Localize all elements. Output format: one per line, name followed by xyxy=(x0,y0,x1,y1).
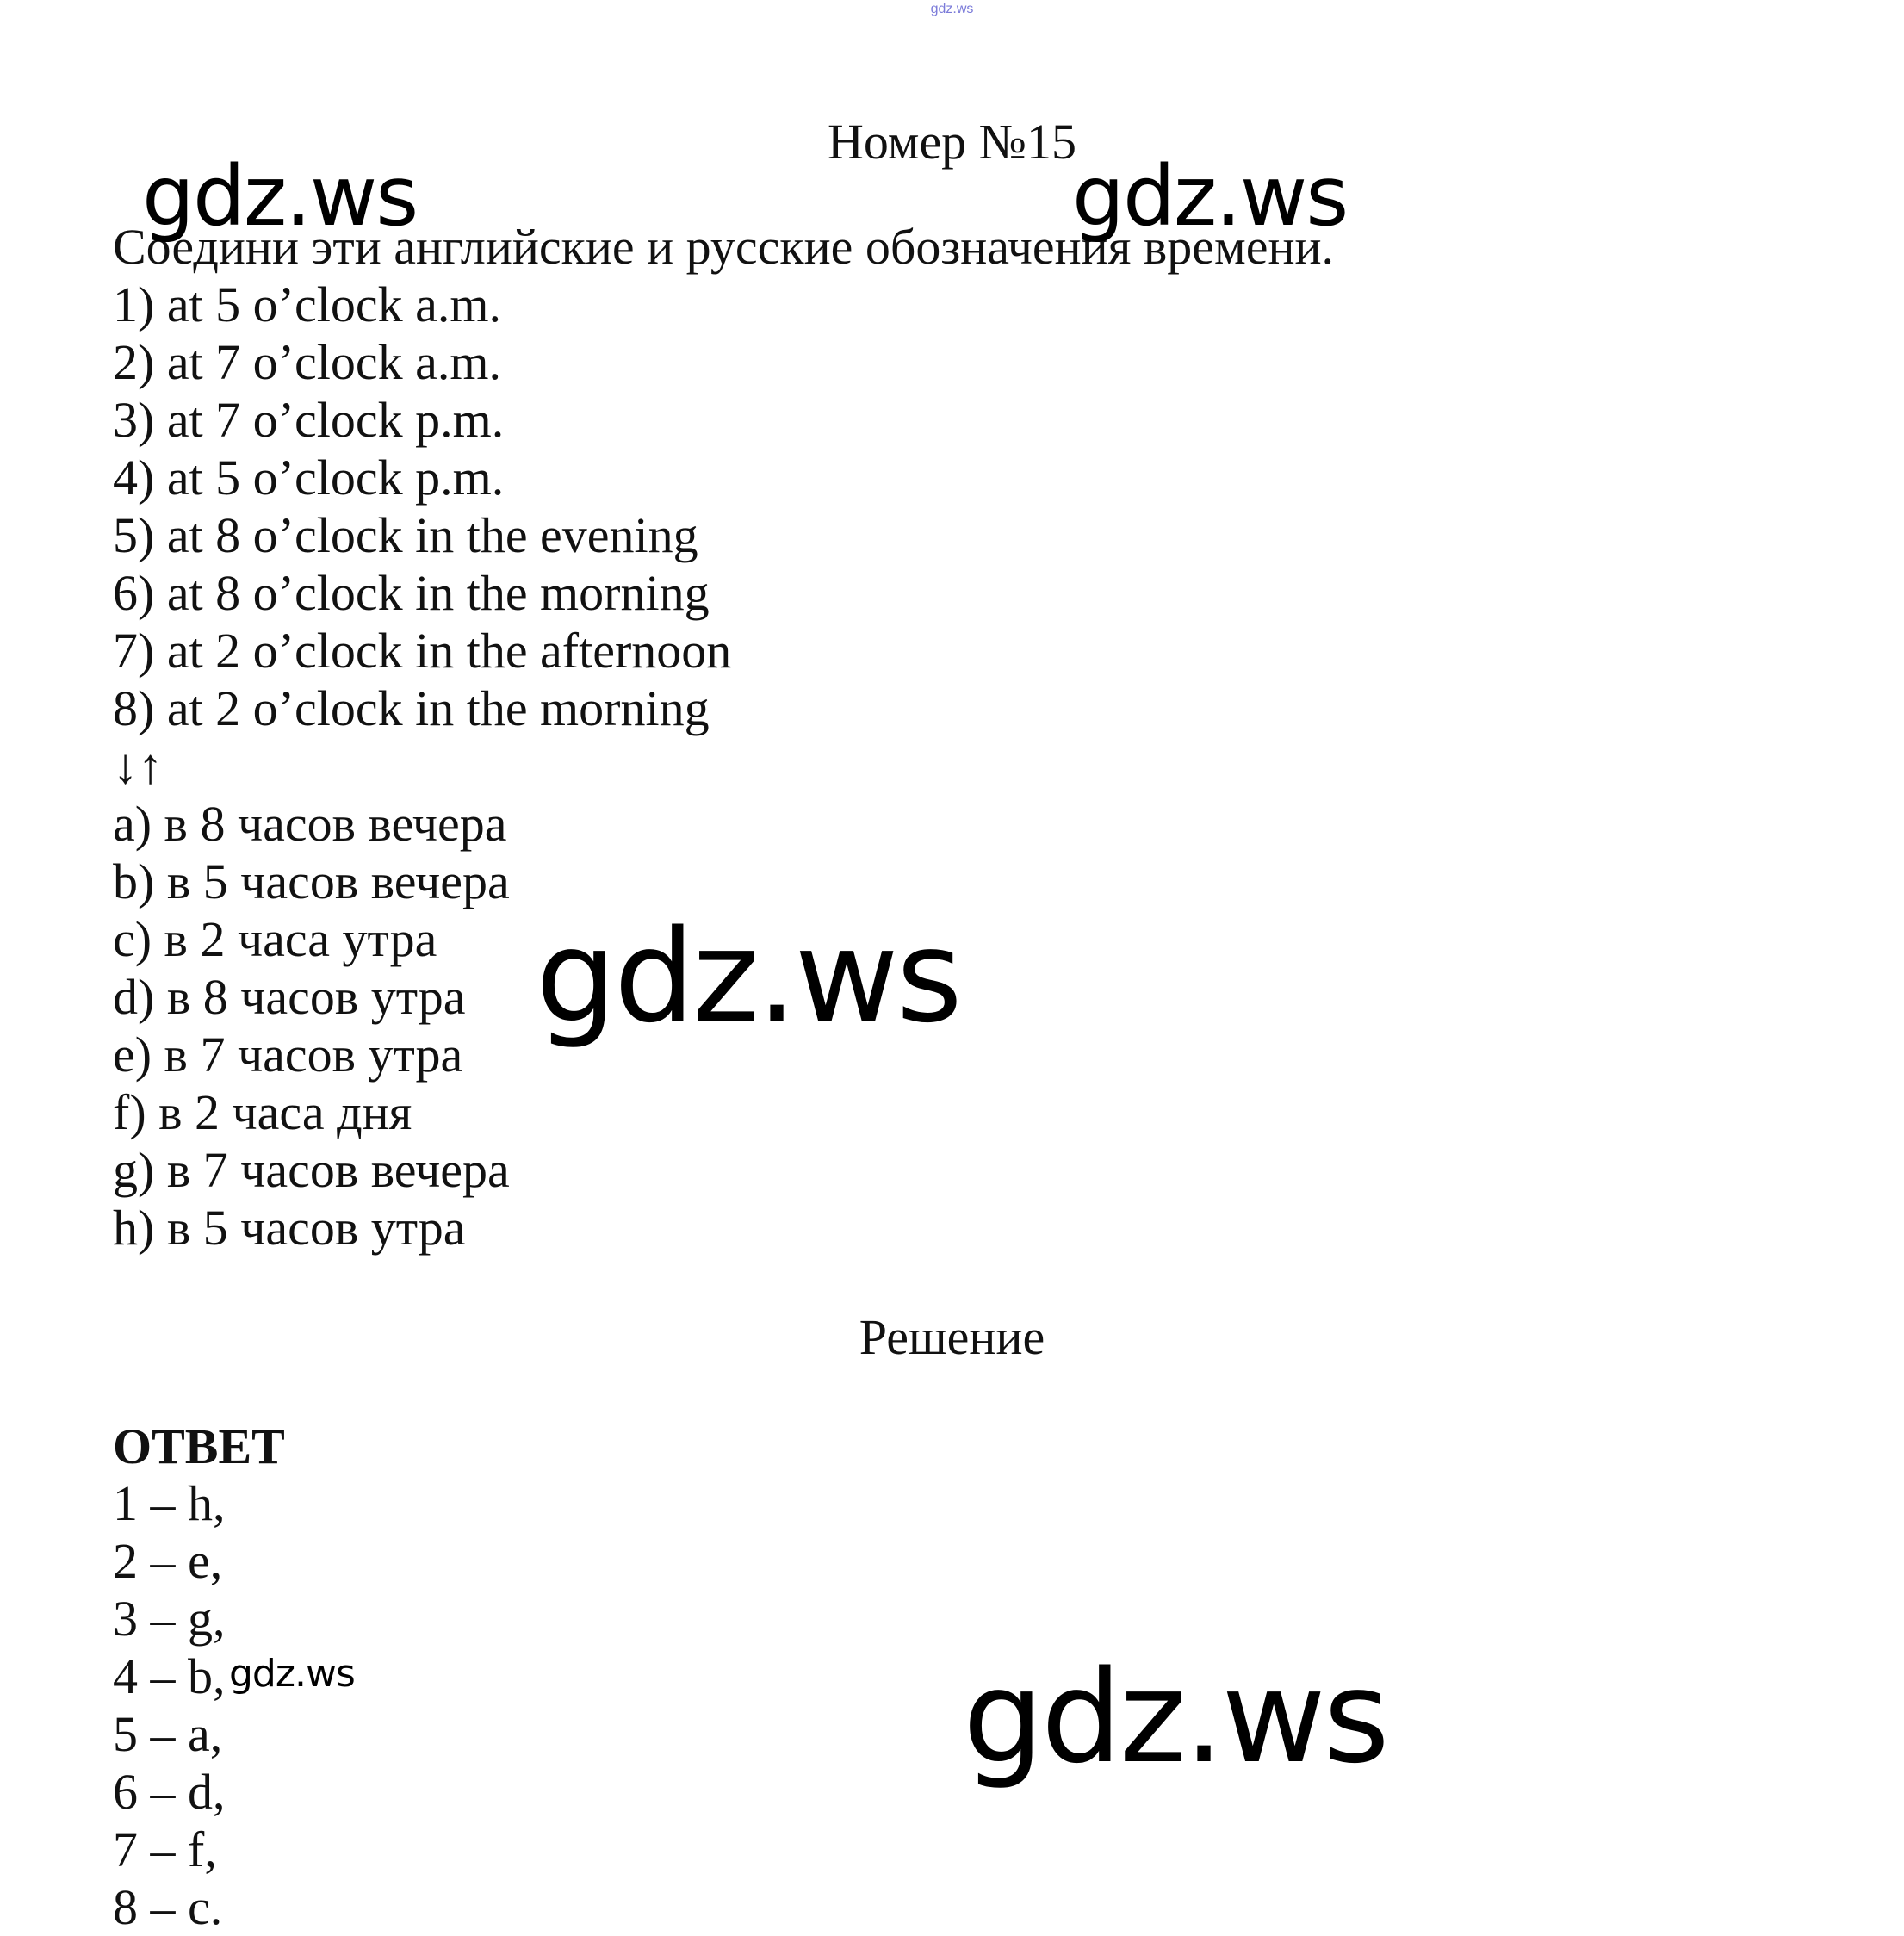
watermark: gdz.ws xyxy=(229,1652,355,1696)
list-item: 8) at 2 o’clock in the morning xyxy=(113,680,710,736)
list-item: 3) at 7 o’clock p.m. xyxy=(113,392,505,448)
list-item: h) в 5 часов утра xyxy=(113,1200,466,1256)
list-item: 2) at 7 o’clock a.m. xyxy=(113,334,501,390)
top-watermark: gdz.ws xyxy=(930,2,974,16)
answer-item: 4 – b, xyxy=(113,1648,226,1704)
task-instruction: Соедини эти английские и русские обозначения времени. xyxy=(113,219,1335,275)
list-item: e) в 7 часов утра xyxy=(113,1027,463,1083)
watermark: gdz.ws xyxy=(142,148,418,245)
answer-item: 8 – c. xyxy=(113,1879,223,1935)
list-item: f) в 2 часа дня xyxy=(113,1084,412,1140)
solution-heading: Решение xyxy=(859,1309,1045,1365)
list-item: 6) at 8 o’clock in the morning xyxy=(113,565,710,621)
list-item: 4) at 5 o’clock p.m. xyxy=(113,450,505,506)
answer-item: 6 – d, xyxy=(113,1764,226,1820)
list-item: c) в 2 часа утра xyxy=(113,911,437,967)
english-times-list xyxy=(113,276,731,737)
answer-item: 2 – e, xyxy=(113,1533,223,1589)
watermark: gdz.ws xyxy=(536,903,960,1051)
list-item: 1) at 5 o’clock a.m. xyxy=(113,276,501,332)
watermark: gdz.ws xyxy=(1072,148,1348,245)
list-item: g) в 7 часов вечера xyxy=(113,1142,510,1198)
list-item: 5) at 8 o’clock in the evening xyxy=(113,507,698,563)
answer-item: 7 – f, xyxy=(113,1821,217,1877)
list-item: 7) at 2 o’clock in the afternoon xyxy=(113,623,732,679)
answer-heading: ОТВЕТ xyxy=(113,1418,285,1474)
page-title: Номер №15 xyxy=(827,114,1077,170)
answer-item: 5 – a, xyxy=(113,1706,223,1762)
list-item: a) в 8 часов вечера xyxy=(113,796,507,852)
list-item: d) в 8 часов утра xyxy=(113,969,466,1025)
russian-times-list xyxy=(113,795,510,1257)
answer-item: 3 – g, xyxy=(113,1591,226,1647)
watermark: gdz.ws xyxy=(963,1643,1387,1791)
answers-list xyxy=(113,1474,226,1936)
list-item: b) в 5 часов вечера xyxy=(113,853,510,909)
match-arrows: ↓↑ xyxy=(113,738,163,794)
answer-item: 1 – h, xyxy=(113,1475,226,1531)
